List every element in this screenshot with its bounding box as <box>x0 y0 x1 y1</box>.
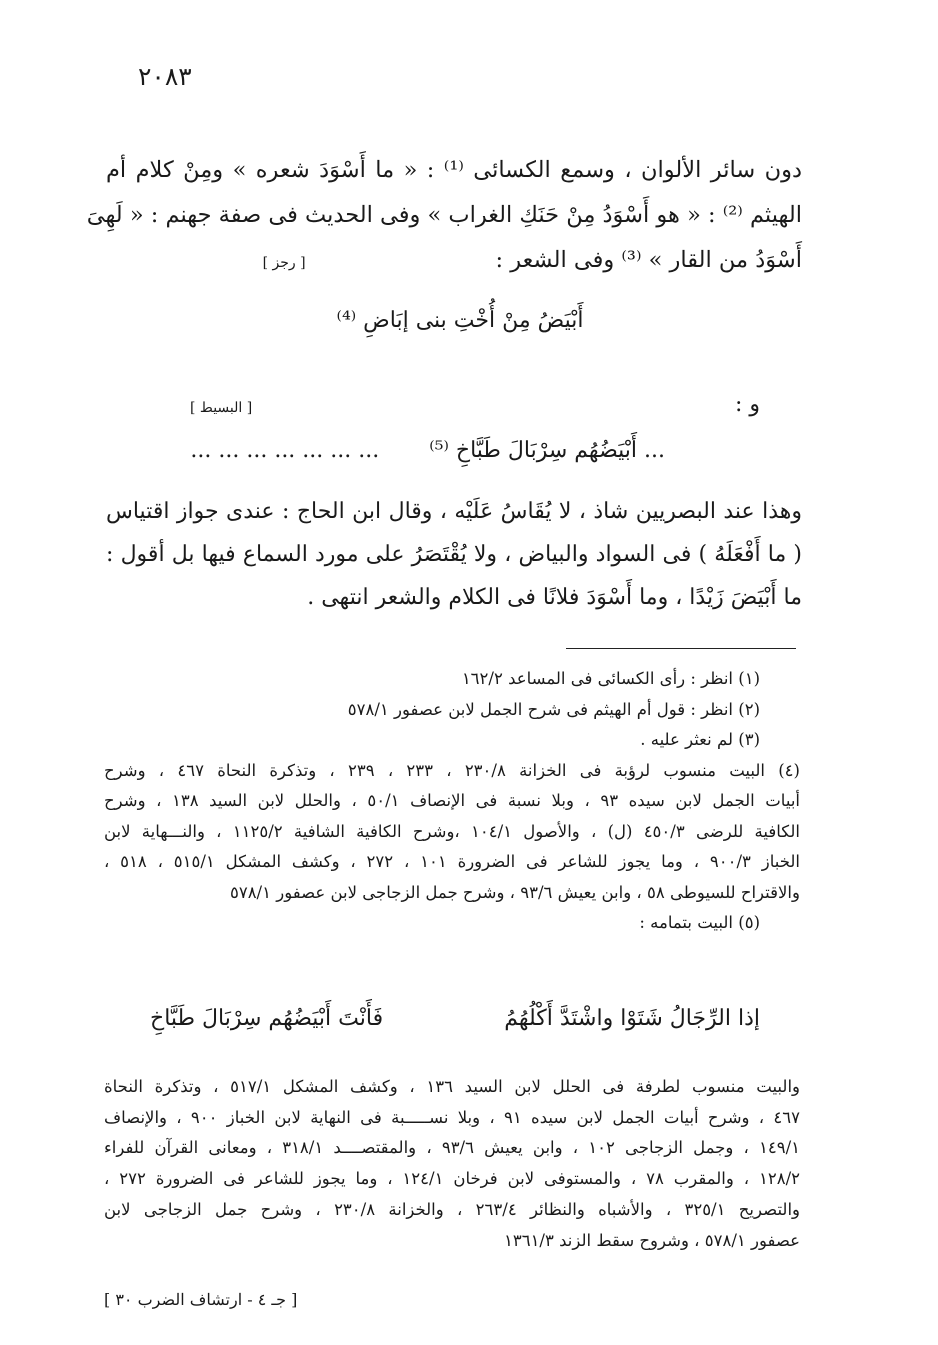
verse-text: ... أَبْيَضُهُم سِرْبَالَ طَبَّاخِ ⁽⁵⁾ <box>429 438 665 463</box>
footnote-divider <box>566 648 796 649</box>
footnote-5-line: عصفور ٥٧٨/١ ، وشروح سقط الزند ١٣٦١/٣ <box>503 1230 800 1250</box>
page-number: ٢٠٨٣ <box>138 62 192 91</box>
footnote-5-line: ١٤٩/١ ، وجمل الزجاجى ١٠٢ ، وابن يعيش ٩٣/٦ ، والمقتصــــد ٣١٨/١ ، ومعانى القرآن للفراء <box>104 1138 801 1158</box>
verse-line: أَبْيَضُ مِنْ أُخْتِ بنى إبَاضِ ⁽⁴⁾ <box>336 308 584 333</box>
main-paragraph-2 <box>106 490 802 619</box>
main-line: دون سائر الألوان ، وسمع الكسائى ⁽¹⁾ : « ما أَسْوَدَ شعره » ومِنْ كلام أم <box>106 157 802 183</box>
footnote-5-line: ١٢٨/٢ ، والمقرب ٧٨ ، والمستوفى لابن فرخان ١٢٤/١ ، وما يجوز للشاعر فى الضرورة ٢٧٢ ، <box>104 1169 800 1189</box>
footnote: (٢) انظر : قول أم الهيثم فى شرح الجمل لابن عصفور ٥٧٨/١ <box>347 699 760 719</box>
verse-ellipsis: ... ... ... ... ... ... ... <box>190 438 380 463</box>
conjunction-label: و : <box>734 392 760 417</box>
footnote-4-line: (٤) البيت منسوب لرؤبة فى الخزانة ٢٣٠/٨ ، ٢٣٣ ، ٢٣٩ ، وتذكرة النحاة ٤٦٧ ، وشرح <box>104 760 800 780</box>
main-line: ( ما أَفْعَلَهُ ) فى السواد والبياض ، ولا يُقْتَصَرُ على مورد السماع فيها بل أقول : <box>106 542 802 567</box>
verse-right-hemistich: إذا الرِّجَالُ شَتَوْا واشْتَدَّ أَكْلُهُمُ <box>504 1006 760 1031</box>
footnote-4-line: الكافية للرضى ٤٥٠/٣ (ل) ، والأصول ١٠٤/١ ،وشرح الكافية الشافية ١١٢٥/٢ ، والنـــهاية لابن <box>104 821 801 841</box>
footnote-4-line: والاقتراح للسيوطى ٥٨ ، وابن يعيش ٩٣/٦ ، وشرح جمل الزجاجى لابن عصفور ٥٧٨/١ <box>229 882 800 902</box>
meter-label-rajaz: [ رجز ] <box>262 255 306 271</box>
verse-line-partial <box>145 438 665 463</box>
footnote-4-line: أبيات الجمل لابن سيده ٩٣ ، وبلا نسبة فى الإنصاف ٥٠/١ ، والحلل لابن السيد ١٣٨ ، وشرح <box>104 791 800 810</box>
footnote-5 <box>104 1072 800 1256</box>
footnote-4-line: الخباز ٩٠٠/٣ ، وما يجوز للشاعر فى الضرورة ١٠١ ، ٢٧٢ ، وكشف المشكل ٥١٥/١ ، ٥١٨ ، <box>104 852 800 871</box>
signature-mark: [ جـ ٤ - ارتشاف الضرب ٣٠ ] <box>104 1290 298 1309</box>
footnote-5-line: والبيت منسوب لطرفة فى الحلل لابن السيد ١٣٦ ، وكشف المشكل ٥١٧/١ ، وتذكرة النحاة <box>104 1077 800 1096</box>
footnote-5-line: ٤٦٧ ، وشرح أبيات الجمل لابن سيده ٩١ ، وبلا نســـــبة فى النهاية لابن الخباز ٩٠٠ ، والإنصاف <box>104 1107 800 1127</box>
main-line: الهيثم ⁽²⁾ : « هو أَسْوَدُ مِنْ حَنَكِ الغراب » وفى الحديث فى صفة جهنم : « لَهِىَ <box>86 202 802 228</box>
main-line-text: أَسْوَدُ من القار » ⁽³⁾ وفى الشعر : <box>495 247 802 273</box>
verse-left-hemistich: فَأَنْتَ أَبْيَضُهُم سِرْبَالَ طَبَّاخِ <box>150 1006 384 1031</box>
footnote-5-line: والتصريح ٣٢٥/١ ، والأشباه والنظائر ٢٦٣/٤ ، والخزانة ٢٣٠/٨ ، وشرح جمل الزجاجى لابن <box>104 1199 800 1219</box>
main-line <box>106 238 802 286</box>
main-line: ما أَبْيَضَ زَيْدًا ، وما أَسْوَدَ فلانًا فى الكلام والشعر انتهى . <box>307 585 802 610</box>
meter-label-basit: [ البسيط ] <box>190 400 253 416</box>
footnote: (٣) لم نعثر عليه . <box>640 730 760 749</box>
main-line: وهذا عند البصريين شاذ ، لا يُقَاسُ عَلَيْه ، وقال ابن الحاج : عندى جواز اقتياس <box>106 499 802 524</box>
footnote: (١) انظر : رأى الكسائى فى المساعد ١٦٢/٢ <box>461 669 760 688</box>
full-verse <box>150 1006 760 1031</box>
footnotes <box>104 664 800 939</box>
main-paragraph <box>86 148 802 286</box>
footnote-5-intro: (٥) البيت بتمامه : <box>639 913 760 932</box>
